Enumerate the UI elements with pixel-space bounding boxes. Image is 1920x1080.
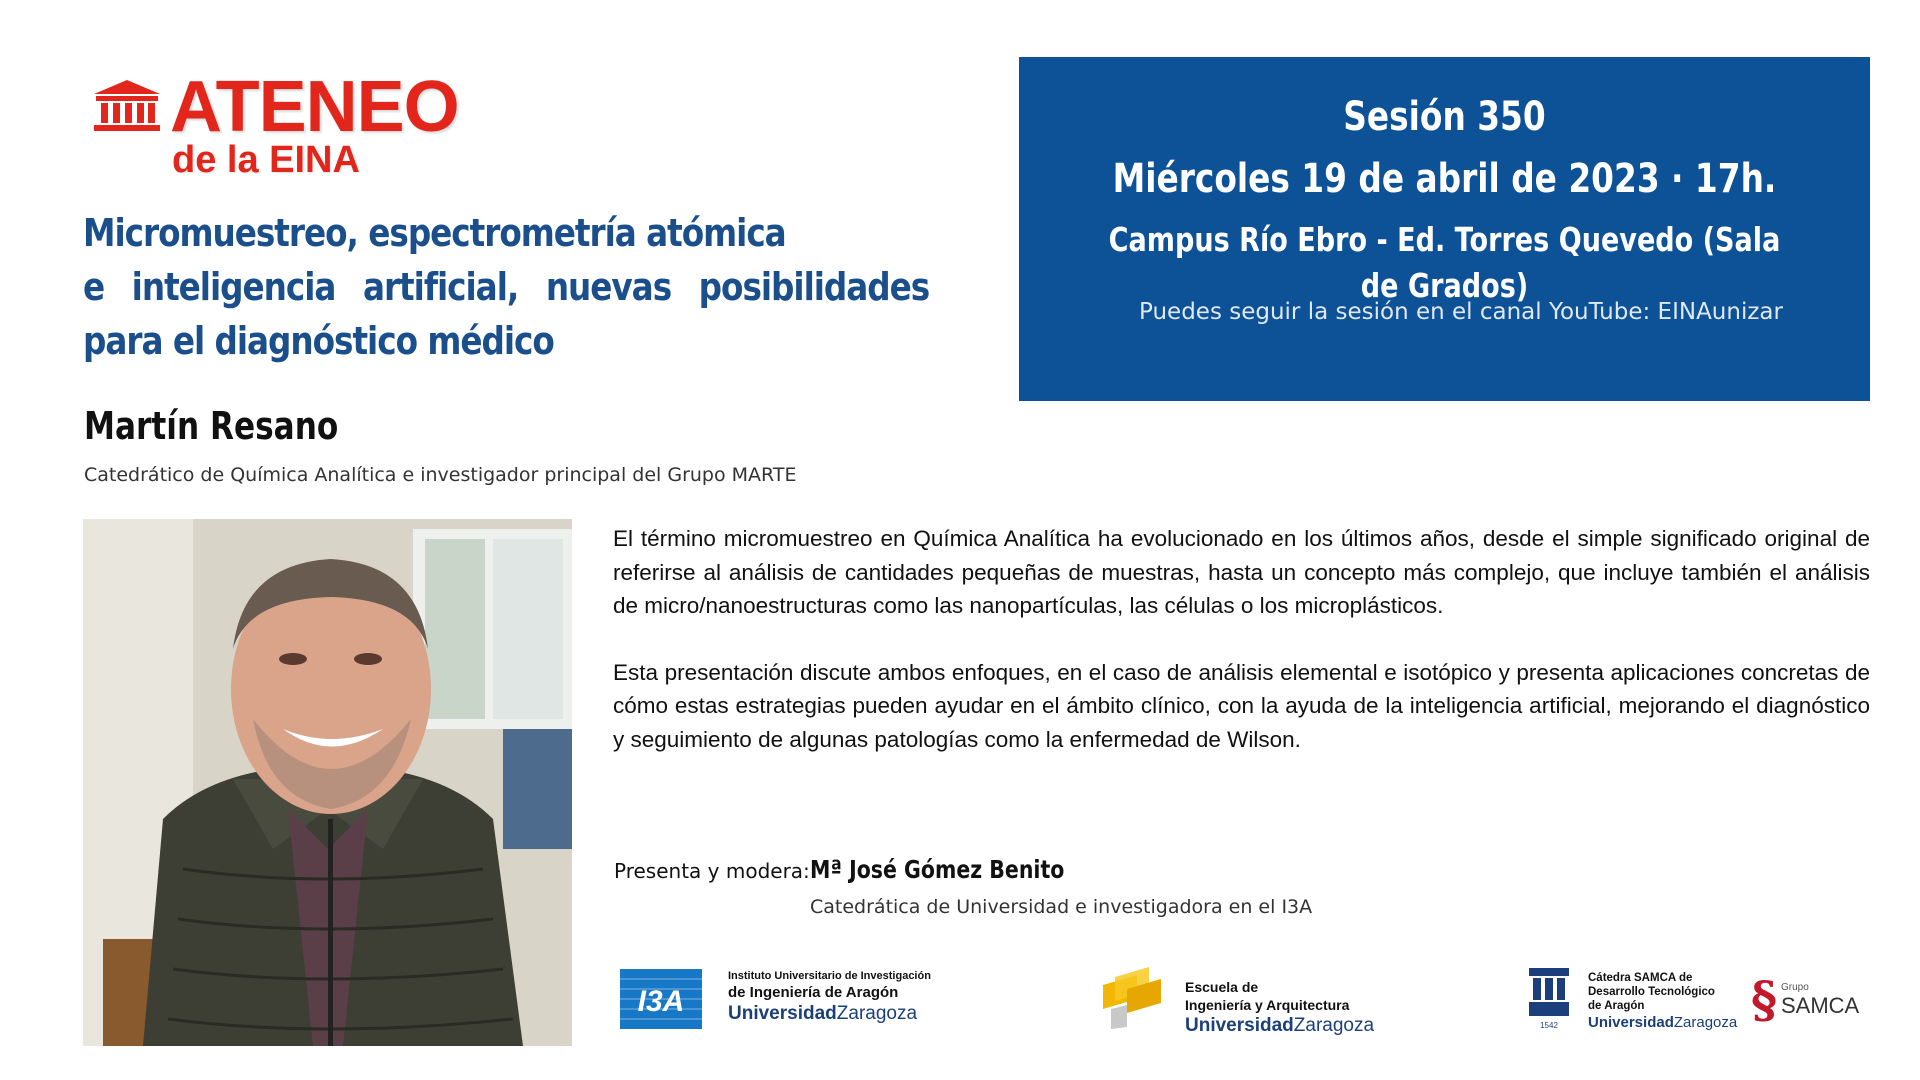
uz-rest: Zaragoza	[1673, 1014, 1738, 1031]
logo-main-text: ATENEO	[170, 67, 459, 147]
ateneo-logo	[92, 67, 512, 181]
abstract-paragraph-2: Esta presentación discute ambos enfoques, en el caso de análisis elemental e isotópico y presenta aplicaciones concretas de cómo estas estrategias pueden ayudar en el ámbito clínico, con la ayuda de la inteligencia artificial, mejorando el diagnóstico y seguimiento de algunas patologías como la enfermedad de Wilson.	[613, 659, 1870, 752]
eina-mark-icon	[1097, 965, 1163, 1029]
title-word: nuevas	[545, 265, 672, 309]
talk-abstract	[613, 522, 1870, 756]
i3a-logo	[620, 965, 950, 1035]
abstract-paragraph-1: El término micromuestreo en Química Analítica ha evolucionado en los últimos años, desde el simple significado original de referirse al análisis de cantidades pequeñas de muestras, hasta un concepto más complejo, que incluye también el análisis de micro/nanoestructuras como las nanopartículas, las células o los microplásticos.	[613, 526, 1870, 618]
moderator-label: Presenta y modera:	[614, 859, 810, 883]
speaker-role: Catedrático de Química Analítica e investigador principal del Grupo MARTE	[84, 464, 797, 486]
talk-title	[83, 206, 930, 368]
speaker-name: Martín Resano	[84, 404, 339, 448]
grupo-samca-logo	[1751, 972, 1871, 1032]
university-seal-icon	[1527, 966, 1571, 1032]
title-word: e	[83, 265, 105, 309]
i3a-mark-text: I3A	[637, 985, 685, 1018]
title-word: artificial,	[362, 265, 519, 309]
session-number: Sesión 350	[1343, 94, 1546, 140]
uz-bold: Universidad	[728, 1003, 837, 1024]
moderator-role: Catedrática de Universidad e investigadora en el I3A	[810, 896, 1313, 918]
title-line-2	[83, 260, 929, 314]
samca-text	[1588, 971, 1737, 1033]
youtube-note: Puedes seguir la sesión en el canal YouTube: EINAunizar	[1139, 299, 1783, 325]
title-word: inteligencia	[131, 265, 336, 309]
uz-bold: Universidad	[1588, 1014, 1674, 1031]
samca-s-icon: §	[1751, 970, 1778, 1029]
samca-logo	[1527, 966, 1872, 1038]
seal-year: 1542	[1540, 1021, 1558, 1030]
title-line-3: para el diagnóstico médico	[83, 319, 554, 363]
title-word: posibilidades	[698, 265, 930, 309]
i3a-mark-icon	[620, 969, 702, 1029]
moderator-name: Mª José Gómez Benito	[810, 855, 1065, 884]
i3a-university	[728, 1002, 931, 1026]
eina-logo	[1097, 965, 1387, 1035]
eina-text	[1185, 978, 1374, 1038]
samca-label: SAMCA	[1781, 993, 1860, 1018]
speaker-photo	[83, 519, 572, 1046]
session-place: Campus Río Ebro - Ed. Torres Quevedo (Sala de Grados)	[1108, 220, 1781, 305]
session-date: Miércoles 19 de abril de 2023 · 17h.	[1112, 156, 1777, 202]
eina-line-1: Escuela de	[1185, 979, 1259, 995]
i3a-line-1: Instituto Universitario de Investigación	[728, 970, 931, 982]
temple-icon	[92, 78, 162, 136]
i3a-line-2: de Ingeniería de Aragón	[728, 984, 899, 1001]
i3a-text	[728, 969, 931, 1026]
uz-bold: Universidad	[1185, 1015, 1294, 1036]
session-info-box	[1019, 57, 1870, 401]
grupo-label: Grupo	[1781, 982, 1809, 993]
uz-rest: Zaragoza	[1293, 1015, 1375, 1036]
title-line-1: Micromuestreo, espectrometría atómica	[83, 211, 786, 255]
logo-sub-text: de la EINA	[172, 139, 360, 181]
samca-line-3: de Aragón	[1588, 1000, 1645, 1012]
uz-rest: Zaragoza	[836, 1003, 918, 1024]
samca-university	[1588, 1013, 1737, 1033]
eina-line-2: Ingeniería y Arquitectura	[1185, 997, 1350, 1013]
samca-line-1: Cátedra SAMCA de	[1588, 972, 1693, 984]
samca-line-2: Desarrollo Tecnológico	[1588, 986, 1715, 998]
eina-university	[1185, 1014, 1374, 1038]
